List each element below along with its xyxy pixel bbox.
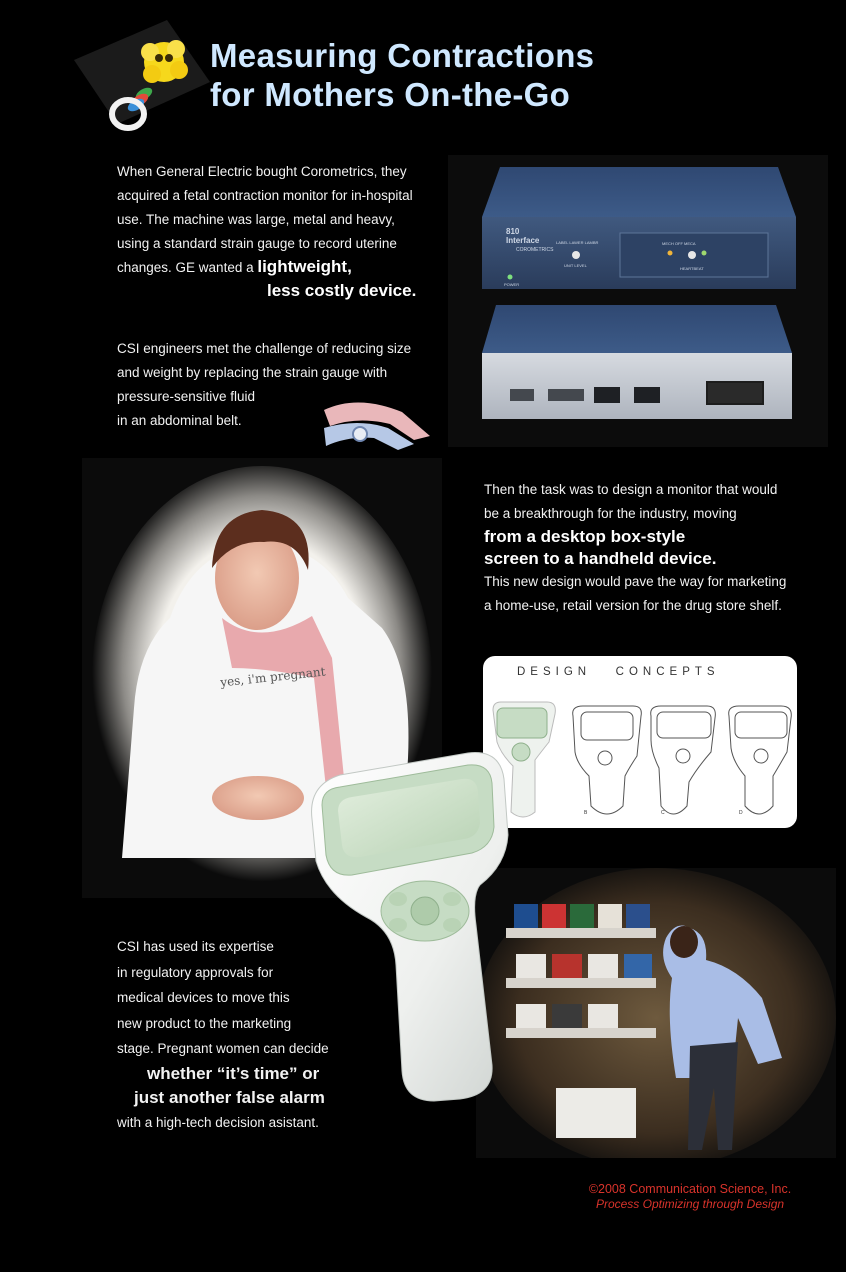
approvals-emphasis-2: just another false alarm bbox=[134, 1087, 325, 1107]
monitor-photo bbox=[448, 155, 828, 447]
approvals-paragraph bbox=[117, 934, 417, 1135]
page-title bbox=[210, 36, 770, 114]
monitor-right-sub: HEARTBEAT bbox=[680, 266, 704, 271]
copyright-text: ©2008 Communication Science, Inc. bbox=[588, 1182, 792, 1196]
monitor-right-labels: MECH OFF MECA bbox=[662, 241, 696, 246]
approvals-line: medical devices to move this bbox=[117, 990, 290, 1005]
intro-line: use. The machine was large, metal and heavy, bbox=[117, 212, 395, 227]
approvals-line: stage. Pregnant women can decide bbox=[117, 1041, 329, 1056]
monitor-brand: COROMETRICS bbox=[516, 247, 554, 253]
approvals-emphasis-1: whether “it’s time” or bbox=[147, 1063, 320, 1083]
engineers-line: and weight by replacing the strain gauge with bbox=[117, 365, 388, 380]
task-emphasis-1: from a desktop box-style bbox=[484, 527, 686, 546]
engineers-line: CSI engineers met the challenge of reducing size bbox=[117, 341, 412, 356]
approvals-line: in regulatory approvals for bbox=[117, 964, 274, 980]
task-emphasis-2: screen to a handheld device. bbox=[484, 549, 717, 568]
concept-label-d: D bbox=[739, 810, 743, 816]
footer bbox=[560, 1182, 820, 1212]
monitor-knob-labels: LABEL LAWER LAMBR bbox=[556, 240, 599, 245]
intro-lead: changes. GE wanted a bbox=[117, 260, 254, 275]
rattle-photo bbox=[72, 12, 212, 137]
task-paragraph bbox=[484, 478, 829, 618]
intro-emphasis-2: less costly device. bbox=[267, 281, 417, 300]
approvals-last-line: with a high-tech decision asistant. bbox=[117, 1114, 319, 1130]
shirt-slogan: yes, i'm pregnant bbox=[219, 664, 327, 690]
intro-line: using a standard strain gauge to record uterine bbox=[117, 236, 397, 251]
concept-label-c: C bbox=[661, 810, 665, 816]
task-line: be a breakthrough for the industry, moving bbox=[484, 506, 737, 521]
design-concepts-panel bbox=[483, 656, 797, 828]
task-line: Then the task was to design a monitor that would bbox=[484, 482, 778, 497]
monitor-power-label: POWER bbox=[504, 282, 520, 287]
approvals-line: new product to the marketing bbox=[117, 1015, 292, 1031]
approvals-line: CSI has used its expertise bbox=[117, 939, 274, 954]
abdominal-belt-photo bbox=[318, 392, 436, 454]
drugstore-photo bbox=[476, 868, 836, 1158]
tagline-text: Process Optimizing through Design bbox=[595, 1197, 785, 1211]
engineers-line: pressure-sensitive fluid bbox=[117, 389, 256, 404]
intro-emphasis-1: lightweight, bbox=[257, 257, 352, 276]
engineers-line: in an abdominal belt. bbox=[117, 413, 242, 428]
monitor-knob-sub: UNIT LEVEL bbox=[564, 263, 587, 268]
concept-label-b: B bbox=[584, 810, 588, 816]
task-line: This new design would pave the way for marketing bbox=[484, 574, 787, 589]
design-concepts-heading: DESIGN CONCEPTS bbox=[517, 666, 720, 678]
monitor-name: Interface bbox=[506, 236, 540, 245]
intro-line: When General Electric bought Corometrics, they bbox=[117, 164, 407, 179]
title-line-2: for Mothers On-the-Go bbox=[210, 76, 571, 113]
intro-line: acquired a fetal contraction monitor for in-hospital bbox=[117, 188, 413, 203]
monitor-model: 810 bbox=[506, 227, 520, 236]
task-line: a home-use, retail version for the drug store shelf. bbox=[484, 598, 782, 613]
intro-paragraph bbox=[117, 160, 447, 302]
title-line-1: Measuring Contractions bbox=[210, 37, 595, 74]
